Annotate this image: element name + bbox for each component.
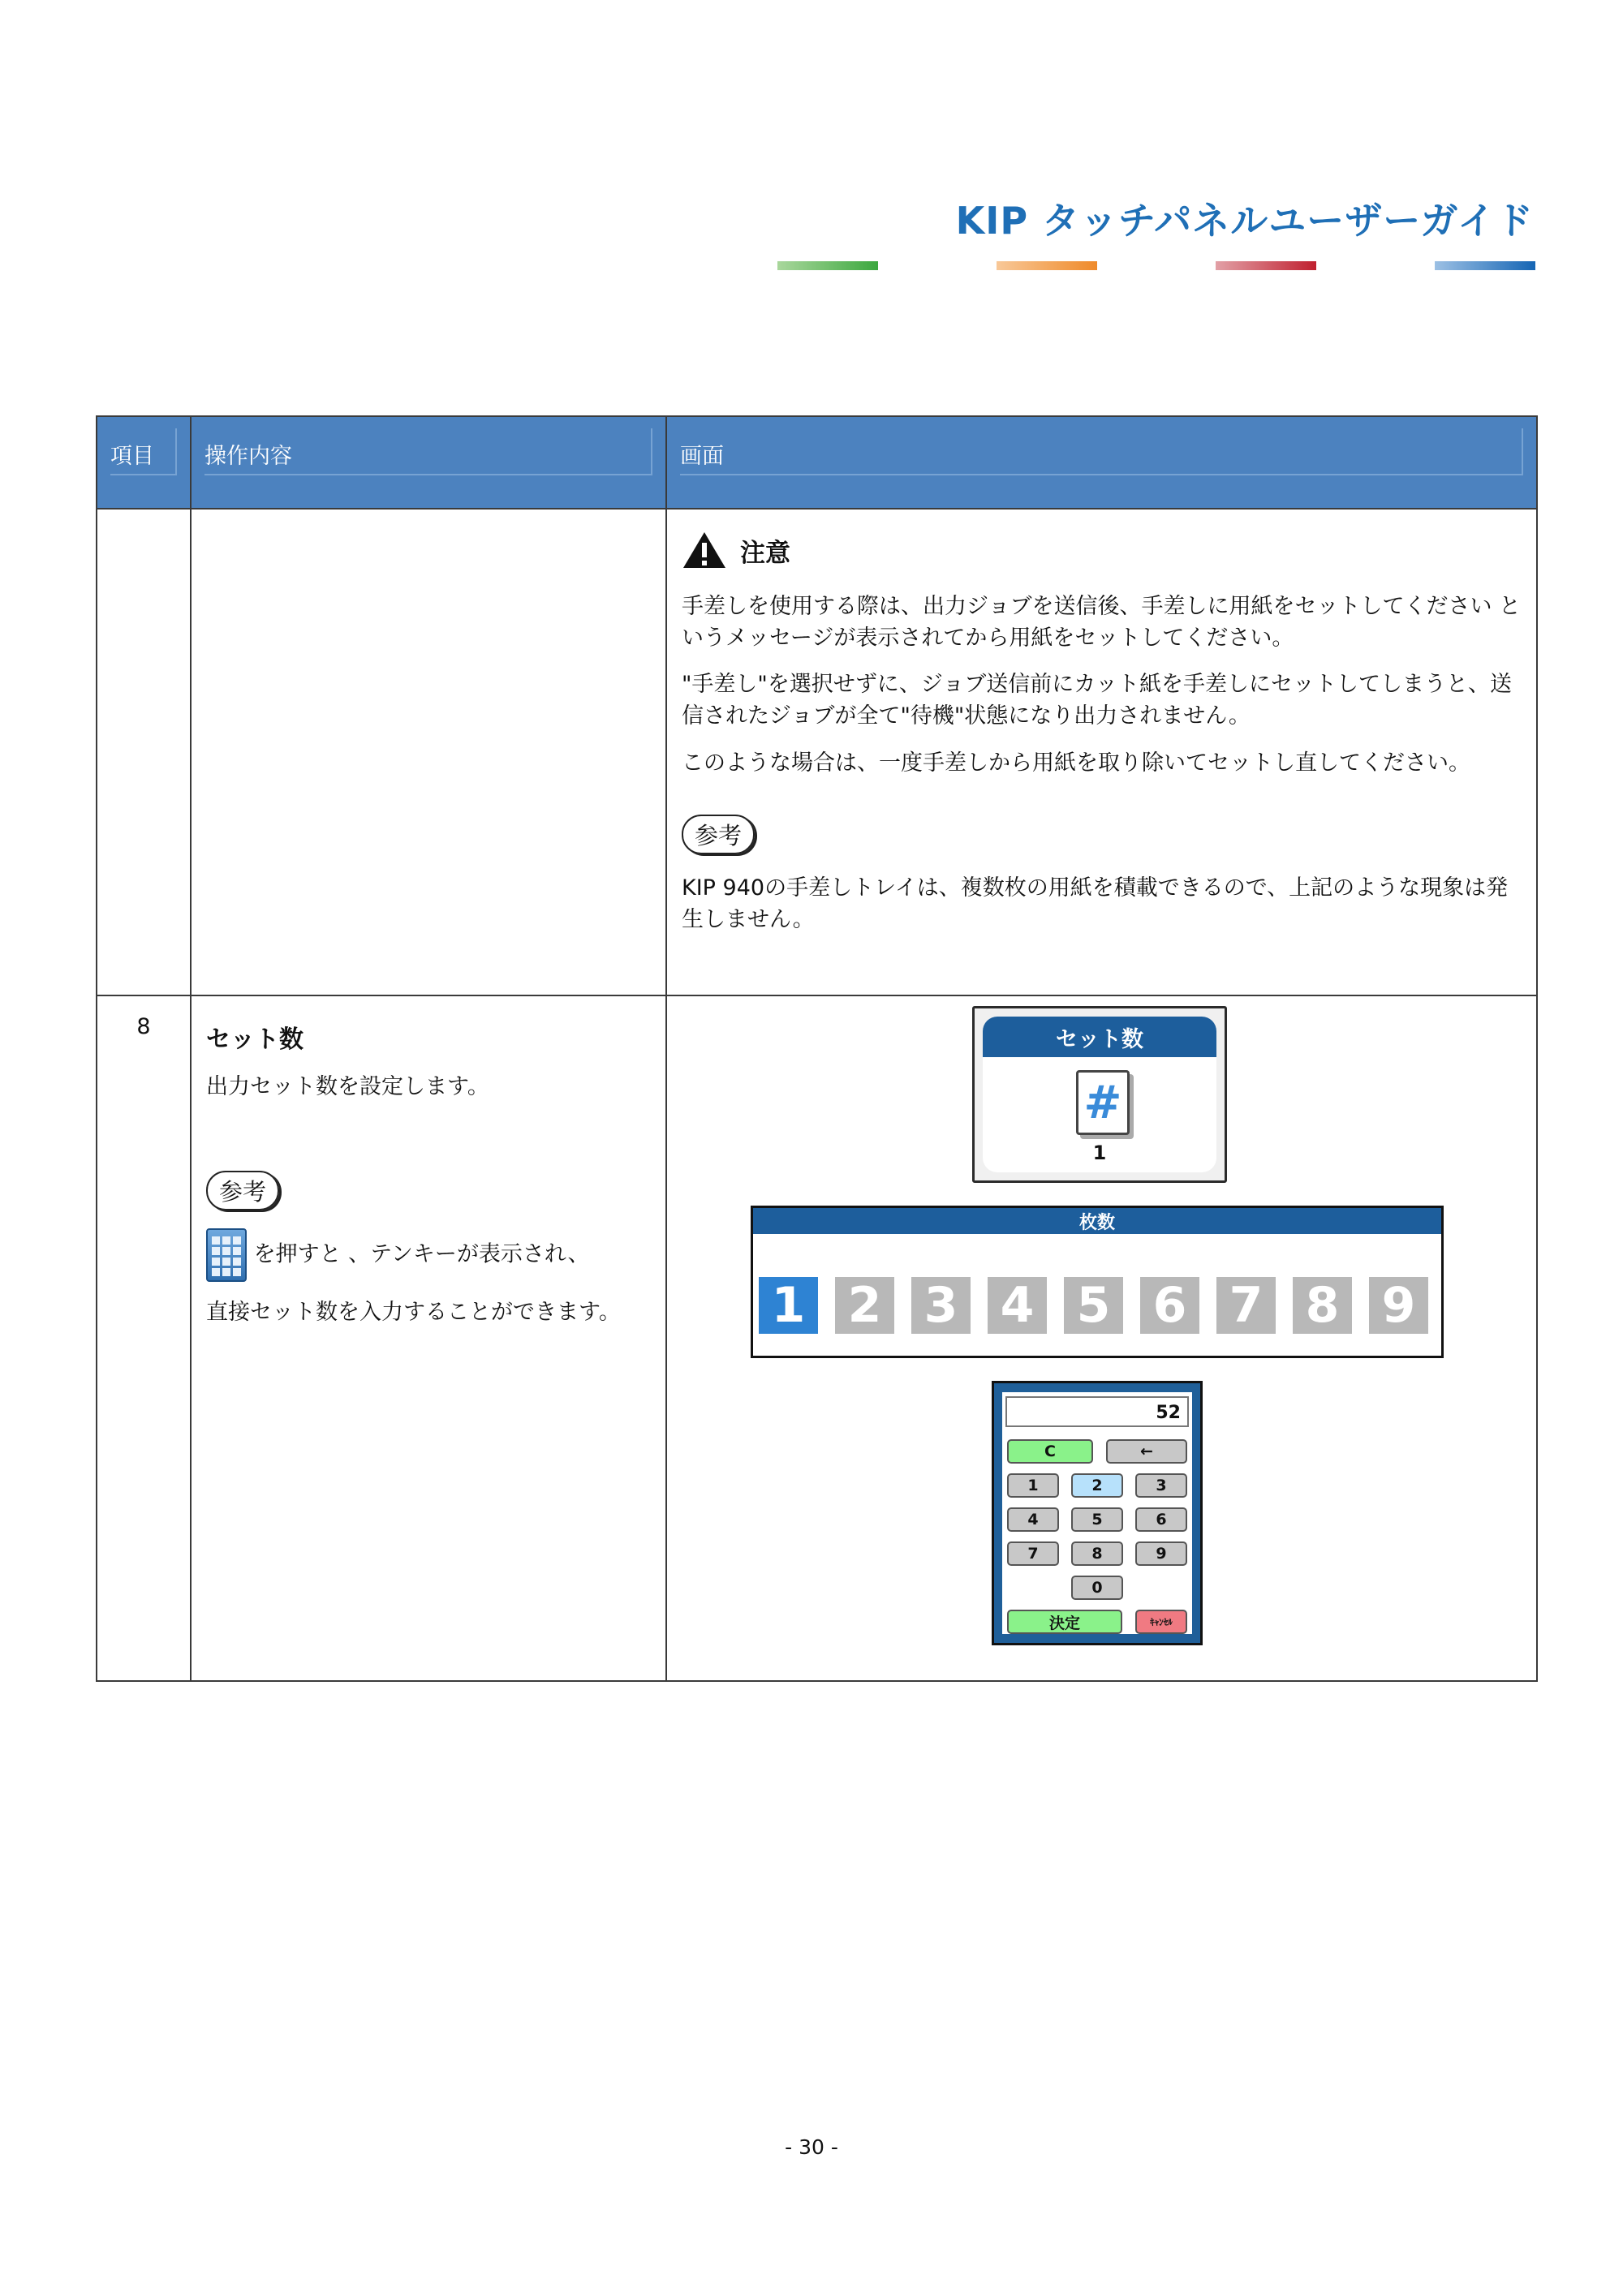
decorative-bar-red: [1216, 261, 1316, 270]
key-7[interactable]: 7: [1007, 1541, 1059, 1566]
cancel-button[interactable]: ｷｬﾝｾﾙ: [1135, 1610, 1187, 1634]
header-operation: 操作内容: [191, 416, 666, 509]
tenkey-text-2: 直接セット数を入力することができます。: [206, 1300, 621, 1326]
instruction-table: [96, 415, 1538, 1682]
key-1[interactable]: 1: [1007, 1473, 1059, 1498]
copies-option-4[interactable]: 4: [988, 1277, 1047, 1334]
table-header-row: [97, 416, 1537, 509]
key-9[interactable]: 9: [1135, 1541, 1187, 1566]
keypad-display: 52: [1005, 1396, 1189, 1427]
decorative-bar-green: [777, 261, 878, 270]
caution-paragraph-2: "手差し"を選択せずに、ジョブ送信前にカット紙を手差しにセットしてしまうと、送信されたジョブが全て"待機"状態になり出力されません。: [682, 672, 1513, 729]
row-title: セット数: [206, 1025, 304, 1054]
copies-option-8[interactable]: 8: [1293, 1277, 1352, 1334]
keypad-panel: [1002, 1392, 1192, 1634]
row-description: 出力セット数を設定します。: [206, 1074, 489, 1099]
caution-title: 注意: [740, 538, 790, 568]
item-number: 8: [97, 995, 191, 1681]
copies-option-7[interactable]: 7: [1216, 1277, 1276, 1334]
copies-option-3[interactable]: 3: [911, 1277, 971, 1334]
header-screen: 画面: [666, 416, 1537, 509]
header-item: 項目: [97, 416, 191, 509]
backspace-button[interactable]: ←: [1106, 1439, 1187, 1464]
reference-badge-8: 参考: [206, 1171, 279, 1210]
caution-cell: [666, 509, 1537, 995]
key-2[interactable]: 2: [1071, 1473, 1123, 1498]
reference-badge: 参考: [682, 815, 755, 854]
copies-option-5[interactable]: 5: [1064, 1277, 1123, 1334]
key-0[interactable]: 0: [1071, 1576, 1123, 1600]
copies-option-2[interactable]: 2: [835, 1277, 894, 1334]
copies-option-1[interactable]: 1: [759, 1277, 818, 1334]
copies-option-6[interactable]: 6: [1140, 1277, 1199, 1334]
tenkey-text: を押すと 、テンキーが表示され、: [253, 1241, 590, 1267]
set-count-card-title: セット数: [983, 1017, 1216, 1057]
reference-text: KIP 940の手差しトレイは、複数枚の用紙を積載できるので、上記のような現象は発生しません。: [682, 875, 1509, 932]
caution-heading: [682, 531, 1522, 570]
key-8[interactable]: 8: [1071, 1541, 1123, 1566]
set-count-card[interactable]: [983, 1017, 1216, 1172]
decorative-bar-blue: [1435, 261, 1535, 270]
caution-paragraph-1: 手差しを使用する際は、出力ジョブを送信後、手差しに用紙をセットしてください というメッセージが表示されてから用紙をセットしてください。: [682, 594, 1522, 651]
page-number: - 30 -: [785, 2135, 838, 2159]
set-count-screenshot: [972, 1006, 1227, 1183]
key-3[interactable]: 3: [1135, 1473, 1187, 1498]
key-6[interactable]: 6: [1135, 1507, 1187, 1532]
keypad-screenshot: [992, 1381, 1203, 1645]
document-title: KIP タッチパネルユーザーガイド: [955, 199, 1534, 243]
tenkey-line: [206, 1228, 651, 1282]
hash-sheet-icon: #: [1076, 1070, 1130, 1135]
table-row-caution: [97, 509, 1537, 995]
enter-button[interactable]: 決定: [1007, 1610, 1122, 1634]
tenkey-icon: [206, 1228, 247, 1282]
warning-icon: [682, 531, 727, 570]
operation-cell-empty: [191, 509, 666, 995]
item-cell-empty: [97, 509, 191, 995]
set-count-value: 1: [1092, 1142, 1107, 1164]
key-5[interactable]: 5: [1071, 1507, 1123, 1532]
clear-button[interactable]: C: [1007, 1439, 1093, 1464]
key-4[interactable]: 4: [1007, 1507, 1059, 1532]
caution-paragraph-3: このような場合は、一度手差しから用紙を取り除いてセットし直してください。: [682, 750, 1470, 776]
copies-selector-screenshot: [751, 1206, 1444, 1358]
copies-options: [759, 1277, 1428, 1334]
decorative-bar-orange: [997, 261, 1097, 270]
copies-option-9[interactable]: 9: [1369, 1277, 1428, 1334]
operation-cell-8: [191, 995, 666, 1681]
copies-selector-title: 枚数: [753, 1208, 1441, 1234]
